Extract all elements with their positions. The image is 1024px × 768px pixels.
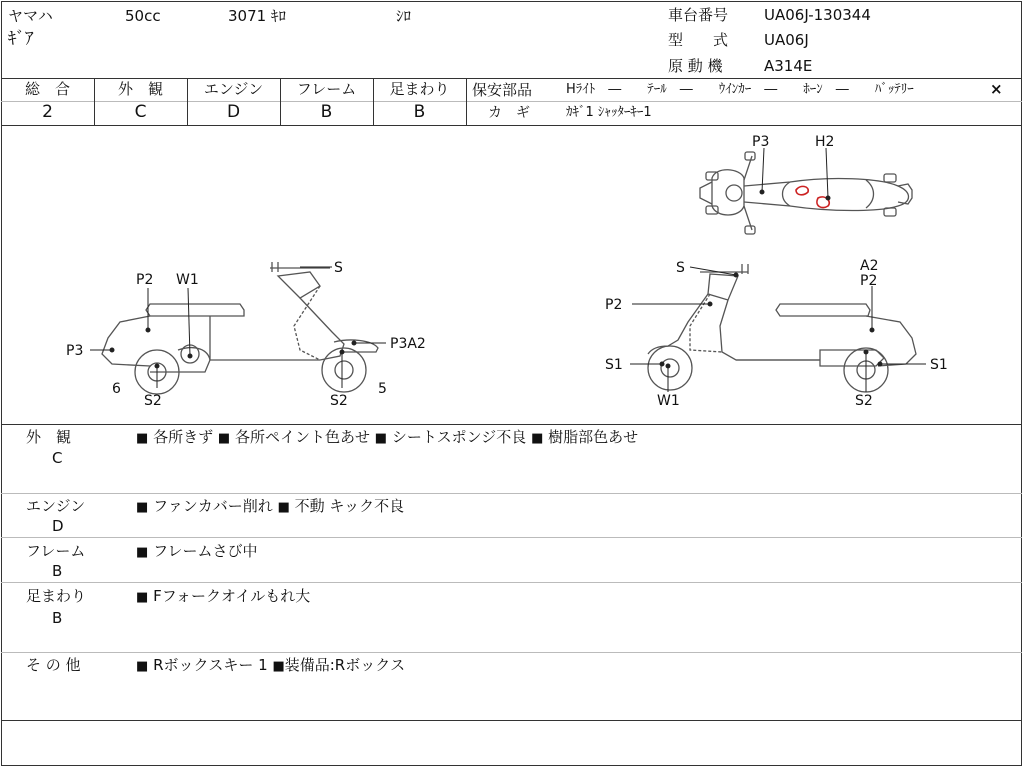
grade-value-frame: B	[320, 102, 333, 122]
label-left-w1: W1	[176, 272, 199, 288]
label-top-p3: P3	[752, 134, 770, 150]
label-right-w1: W1	[657, 393, 680, 409]
remark-category-exterior: 外 観	[26, 428, 72, 446]
label-right-p2b: P2	[605, 297, 623, 313]
label-right-p2a: P2	[860, 273, 878, 289]
key-label: カ ギ	[488, 105, 530, 121]
grade-header-suspension: 足まわり	[389, 80, 450, 98]
safety-label: 保安部品	[472, 81, 533, 99]
maker: ヤマハ	[8, 7, 53, 25]
header-divider	[1, 78, 1022, 79]
remark-items-exterior: ■ 各所きず ■ 各所ペイント色あせ ■ シートスポンジ不良 ■ 樹脂部色あせ	[136, 428, 639, 446]
label-right-s1a: S1	[605, 357, 623, 373]
engine-value: A314E	[764, 57, 813, 75]
label-left-s2a: S2	[144, 393, 162, 409]
label-left-6: 6	[112, 381, 121, 397]
remarks-bottom-divider	[1, 720, 1022, 721]
remark-category-engine: エンジン	[26, 497, 86, 515]
remarks-top-divider	[1, 424, 1022, 425]
remarks-divider	[1, 537, 1022, 538]
grade-col-sep	[466, 78, 467, 125]
frame-no-label: 車台番号	[668, 6, 729, 24]
color: ｼﾛ	[396, 7, 412, 25]
remark-grade-suspension: B	[52, 609, 63, 627]
remark-grade-frame: B	[52, 562, 63, 580]
label-left-p3a2: P3A2	[390, 336, 426, 352]
grade-value-overall: 2	[42, 102, 53, 122]
mileage: 3071 ｷﾛ	[228, 7, 286, 25]
diagram-labels	[66, 134, 948, 409]
remark-grade-engine: D	[52, 517, 64, 535]
key-value: ｶｷﾞ1 ｼｬｯﾀｰｷｰ1	[566, 105, 652, 120]
remark-items-other: ■ Rボックスキー 1 ■装備品:Rボックス	[136, 656, 406, 674]
remark-category-other: そ の 他	[26, 656, 81, 674]
grade-value-exterior: C	[134, 102, 147, 122]
safety-row-divider	[467, 101, 1022, 102]
damage-marks	[796, 186, 829, 207]
type-value: UA06J	[764, 31, 809, 49]
label-top-h2: H2	[815, 134, 835, 150]
label-right-a2: A2	[860, 258, 879, 274]
remark-items-suspension: ■ Fフォークオイルもれ大	[136, 587, 311, 605]
remarks-divider	[1, 652, 1022, 653]
remarks-divider	[1, 582, 1022, 583]
remark-items-frame: ■ フレームさび中	[136, 542, 258, 560]
grade-value-suspension: B	[413, 102, 426, 122]
type-label: 型 式	[668, 31, 729, 49]
remark-category-suspension: 足まわり	[26, 587, 87, 605]
label-left-p2: P2	[136, 272, 154, 288]
label-right-s: S	[676, 260, 685, 276]
grade-header-engine: エンジン	[203, 80, 264, 98]
safety-items: Hﾗｲﾄ ― ﾃｰﾙ ― ｳｲﾝｶｰ ― ﾎｰﾝ ― ﾊﾞｯﾃﾘｰ	[566, 82, 914, 97]
label-right-s2: S2	[855, 393, 873, 409]
frame-no: UA06J-130344	[764, 6, 871, 24]
label-right-s1b: S1	[930, 357, 948, 373]
scooter-diagrams	[0, 126, 1024, 424]
remark-category-frame: フレーム	[26, 542, 86, 560]
label-left-s: S	[334, 260, 343, 276]
grade-header-frame: フレーム	[296, 80, 357, 98]
remark-grade-exterior: C	[52, 449, 63, 467]
grade-header-exterior: 外 観	[117, 80, 163, 98]
label-left-s2b: S2	[330, 393, 348, 409]
engine-label: 原 動 機	[668, 57, 723, 75]
grade-value-engine: D	[226, 102, 241, 122]
remarks-divider	[1, 493, 1022, 494]
displacement: 50cc	[125, 7, 161, 25]
remark-items-engine: ■ ファンカバー削れ ■ 不動 キック不良	[136, 497, 405, 515]
label-left-5: 5	[378, 381, 387, 397]
model-name: ｷﾞｱ	[8, 29, 34, 49]
label-left-p3: P3	[66, 343, 84, 359]
grade-header-overall: 総 合	[24, 80, 70, 98]
battery-mark: ×	[990, 80, 1003, 98]
